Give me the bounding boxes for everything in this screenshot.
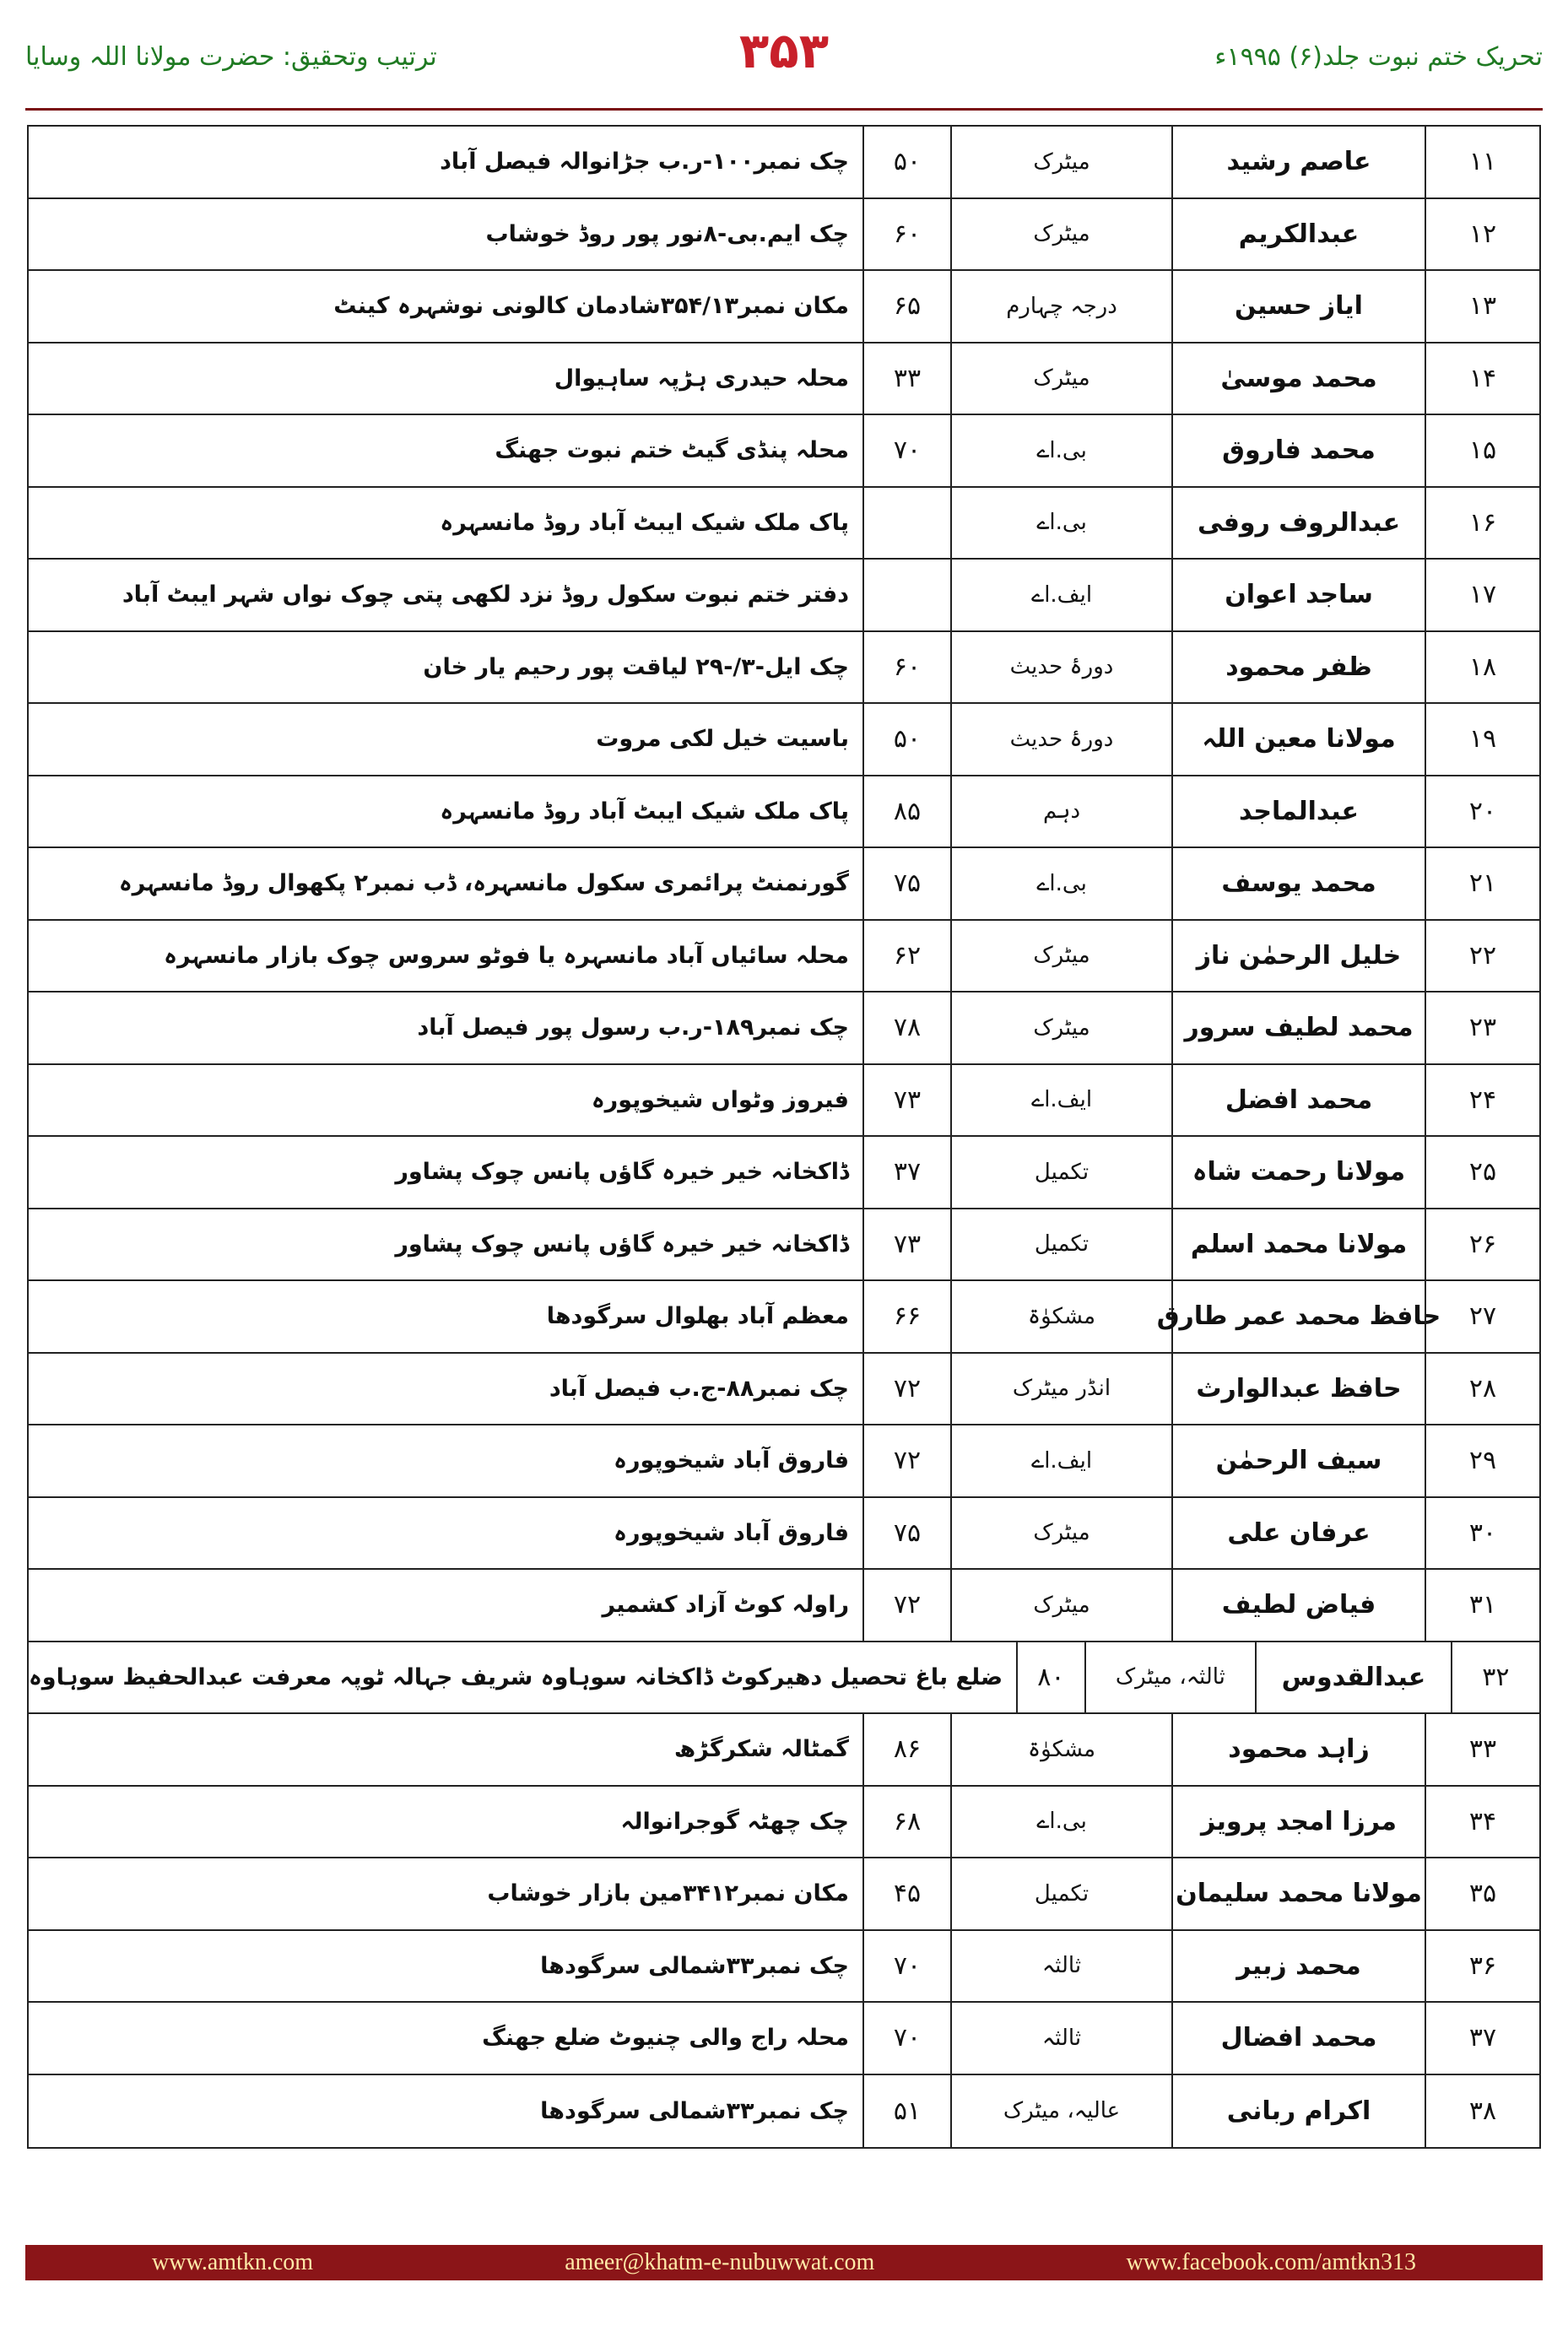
row-name: محمد یوسف [1171,848,1425,919]
row-address: چک نمبر۱۰۰-ر.ب جڑانوالہ فیصل آباد [440,149,849,176]
row-age [862,560,950,630]
table-row [29,560,1539,632]
row-name: فیاض لطیف [1171,1570,1425,1641]
row-name: محمد افضل [1171,1065,1425,1136]
row-age: ۶۸ [862,1787,950,1858]
row-address: گمٹالہ شکرگڑھ [673,1736,849,1763]
table-row [29,1137,1539,1209]
row-number: ۱۸ [1425,632,1539,703]
header-book-title: تحریک ختم نبوت جلد(۶) ۱۹۹۵ء [1214,42,1543,72]
row-address: پاک ملک شیک ایبٹ آباد روڈ مانسہرہ [440,798,849,825]
row-name: محمد لطیف سرور [1171,993,1425,1063]
row-education: ثالثہ [950,2003,1171,2074]
row-education: بی.اے [950,488,1171,559]
table-row [29,1714,1539,1787]
row-number: ۱۴ [1425,343,1539,414]
row-age: ۷۰ [862,415,950,486]
row-name: ظفر محمود [1171,632,1425,703]
table-row [29,1931,1539,2004]
row-education: عالیہ، میٹرک [950,2075,1171,2148]
row-address: دفتر ختم نبوت سکول روڈ نزد لکھی پتی چوک نواں شہر ایبٹ آباد [122,581,849,608]
table-row [29,632,1539,705]
row-age: ۵۰ [862,127,950,197]
table-row [29,343,1539,416]
row-education: میٹرک [950,343,1171,414]
footer-email-link[interactable]: ameer@khatm-e-nubuwwat.com [565,2249,875,2275]
row-education: میٹرک [950,921,1171,992]
table-row [29,1209,1539,1282]
table-row [29,415,1539,488]
page-number: ۳۵۳ [738,22,830,79]
row-age: ۷۳ [862,1209,950,1280]
row-education: ثالثہ [950,1931,1171,2002]
table-row [29,488,1539,560]
row-address: مکان نمبر۳۴۱۲مین بازار خوشاب [487,1880,849,1907]
row-name: محمد فاروق [1171,415,1425,486]
row-age: ۸۶ [862,1714,950,1785]
row-name: عرفان علی [1171,1498,1425,1569]
row-name: عبدالقدوس [1255,1642,1451,1713]
row-address: ڈاکخانہ خیر خیرہ گاؤں پانس چوک پشاور [395,1230,849,1258]
table-row [29,1281,1539,1354]
row-name: محمد موسیٰ [1171,343,1425,414]
row-number: ۱۱ [1425,127,1539,197]
row-number: ۳۴ [1425,1787,1539,1858]
row-number: ۳۱ [1425,1570,1539,1641]
row-age: ۷۰ [862,2003,950,2074]
row-name: زاہد محمود [1171,1714,1425,1785]
row-address: چک نمبر۳۳شمالی سرگودھا [540,1952,849,1979]
page-header [25,19,1543,95]
row-education: تکمیل [950,1137,1171,1208]
row-education: میٹرک [950,993,1171,1063]
row-education: تکمیل [950,1209,1171,1280]
table-row [29,199,1539,272]
table-row [29,1498,1539,1571]
row-name: محمد زبیر [1171,1931,1425,2002]
row-address: راولہ کوٹ آزاد کشمیر [602,1592,849,1619]
row-education: بی.اے [950,415,1171,486]
row-name: مولانا محمد اسلم [1171,1209,1425,1280]
row-education: دہم [950,776,1171,847]
row-age: ۷۸ [862,993,950,1063]
row-name: عبدالکریم [1171,199,1425,270]
row-name: مولانا محمد سلیمان [1171,1858,1425,1929]
row-education: مشکوٰۃ [950,1281,1171,1352]
row-name: حافظ محمد عمر طارق [1171,1281,1425,1352]
row-age: ۳۷ [862,1137,950,1208]
table-row [29,1065,1539,1138]
row-age: ۳۳ [862,343,950,414]
table-row [29,1642,1539,1715]
row-name: محمد افضال [1171,2003,1425,2074]
row-number: ۲۸ [1425,1354,1539,1425]
row-age [862,488,950,559]
row-education: میٹرک [950,1570,1171,1641]
row-age: ۷۳ [862,1065,950,1136]
row-number: ۲۴ [1425,1065,1539,1136]
row-age: ۴۵ [862,1858,950,1929]
row-age: ۷۵ [862,848,950,919]
row-education: دورۂ حدیث [950,632,1171,703]
row-address: چک ایل-۳/-۲۹ لیاقت پور رحیم یار خان [423,653,849,680]
table-row [29,993,1539,1065]
row-age: ۵۱ [862,2075,950,2148]
row-education: میٹرک [950,127,1171,197]
row-address: محلہ پنڈی گیٹ ختم نبوت جھنگ [495,437,849,464]
row-address: محلہ حیدری ہڑپہ ساہیوال [554,365,849,392]
row-address: ضلع باغ تحصیل دھیرکوٹ ڈاکخانہ سوہاوہ شریف جہالہ ٹوپہ معرفت عبدالحفیظ سوہاوہ [28,1663,1003,1690]
row-number: ۳۷ [1425,2003,1539,2074]
row-address: باسیت خیل لکی مروت [596,726,849,753]
page-footer [25,2245,1543,2280]
row-address: گورنمنٹ پرائمری سکول مانسہرہ، ڈب نمبر۲ پکھوال روڈ مانسہرہ [118,870,849,897]
row-name: مولانا معین اللہ [1171,704,1425,775]
row-education: درجہ چہارم [950,271,1171,342]
row-number: ۱۶ [1425,488,1539,559]
row-age: ۷۰ [862,1931,950,2002]
row-age: ۶۲ [862,921,950,992]
row-education: ایف.اے [950,1065,1171,1136]
row-address: فاروق آباد شیخوپورہ [614,1519,849,1546]
row-name: ساجد اعوان [1171,560,1425,630]
row-address: محلہ راج والی چنیوٹ ضلع جھنگ [482,2025,849,2052]
row-age: ۸۵ [862,776,950,847]
row-address: چک چھٹہ گوجرانوالہ [620,1808,849,1835]
table-row [29,2003,1539,2075]
table-row [29,776,1539,849]
row-education: بی.اے [950,1787,1171,1858]
row-age: ۷۲ [862,1425,950,1496]
footer-facebook-link[interactable]: www.facebook.com/amtkn313 [1126,2249,1416,2275]
row-name: عاصم رشید [1171,127,1425,197]
row-name: حافظ عبدالوارث [1171,1354,1425,1425]
row-number: ۲۰ [1425,776,1539,847]
row-age: ۶۵ [862,271,950,342]
row-number: ۱۷ [1425,560,1539,630]
table-row [29,2075,1539,2148]
table-row [29,704,1539,776]
row-number: ۲۱ [1425,848,1539,919]
row-age: ۷۵ [862,1498,950,1569]
table-row [29,1787,1539,1859]
row-education: ثالثہ، میٹرک [1084,1642,1255,1713]
row-number: ۳۵ [1425,1858,1539,1929]
row-education: ایف.اے [950,560,1171,630]
row-age: ۶۰ [862,199,950,270]
row-name: سیف الرحمٰن [1171,1425,1425,1496]
row-number: ۳۳ [1425,1714,1539,1785]
row-age: ۷۲ [862,1570,950,1641]
row-address: فیروز وٹواں شیخوپورہ [591,1086,849,1113]
row-number: ۳۲ [1451,1642,1539,1713]
row-number: ۲۹ [1425,1425,1539,1496]
row-address: چک نمبر۱۸۹-ر.ب رسول پور فیصل آباد [417,1014,849,1041]
row-number: ۲۶ [1425,1209,1539,1280]
row-education: میٹرک [950,1498,1171,1569]
row-name: عبدالماجد [1171,776,1425,847]
row-education: ایف.اے [950,1425,1171,1496]
row-number: ۱۲ [1425,199,1539,270]
row-number: ۲۳ [1425,993,1539,1063]
row-name: مولانا رحمت شاہ [1171,1137,1425,1208]
row-education: دورۂ حدیث [950,704,1171,775]
table-row [29,1354,1539,1426]
row-education: مشکوٰۃ [950,1714,1171,1785]
row-name: اکرام ربانی [1171,2075,1425,2148]
table-row [29,271,1539,343]
row-age: ۸۰ [1016,1642,1084,1713]
row-number: ۳۸ [1425,2075,1539,2148]
row-name: خلیل الرحمٰن ناز [1171,921,1425,992]
row-address: ڈاکخانہ خیر خیرہ گاؤں پانس چوک پشاور [395,1159,849,1186]
row-name: مرزا امجد پرویز [1171,1787,1425,1858]
row-number: ۳۶ [1425,1931,1539,2002]
table-row [29,848,1539,921]
row-age: ۵۰ [862,704,950,775]
header-divider [25,108,1543,111]
row-number: ۱۹ [1425,704,1539,775]
row-age: ۷۲ [862,1354,950,1425]
table-row [29,1425,1539,1498]
row-address: چک ایم.بی-۸نور پور روڈ خوشاب [485,220,849,247]
records-table [27,125,1541,2149]
row-education: بی.اے [950,848,1171,919]
header-author: ترتیب وتحقیق: حضرت مولانا اللہ وسایا [25,42,437,72]
row-name: ایاز حسین [1171,271,1425,342]
row-address: فاروق آباد شیخوپورہ [614,1447,849,1474]
table-row [29,1858,1539,1931]
row-number: ۱۵ [1425,415,1539,486]
row-education: انڈر میٹرک [950,1354,1171,1425]
row-address: چک نمبر۸۸-ج.ب فیصل آباد [549,1375,849,1402]
row-address: معظم آباد بھلوال سرگودھا [546,1303,849,1330]
table-row [29,1570,1539,1642]
table-row [29,127,1539,199]
row-number: ۲۷ [1425,1281,1539,1352]
row-address: چک نمبر۳۳شمالی سرگودھا [540,2097,849,2124]
row-address: پاک ملک شیک ایبٹ آباد روڈ مانسہرہ [440,509,849,536]
row-number: ۲۲ [1425,921,1539,992]
row-education: تکمیل [950,1858,1171,1929]
row-age: ۶۰ [862,632,950,703]
row-address: محلہ سائیاں آباد مانسہرہ یا فوٹو سروس چوک بازار مانسہرہ [164,942,849,969]
row-age: ۶۶ [862,1281,950,1352]
footer-website-link[interactable]: www.amtkn.com [152,2249,314,2275]
row-number: ۲۵ [1425,1137,1539,1208]
row-address: مکان نمبر۳۵۴/۱۳شادمان کالونی نوشہرہ کینٹ [333,293,849,320]
row-number: ۳۰ [1425,1498,1539,1569]
row-name: عبدالروف روفی [1171,488,1425,559]
table-row [29,921,1539,993]
row-education: میٹرک [950,199,1171,270]
row-number: ۱۳ [1425,271,1539,342]
